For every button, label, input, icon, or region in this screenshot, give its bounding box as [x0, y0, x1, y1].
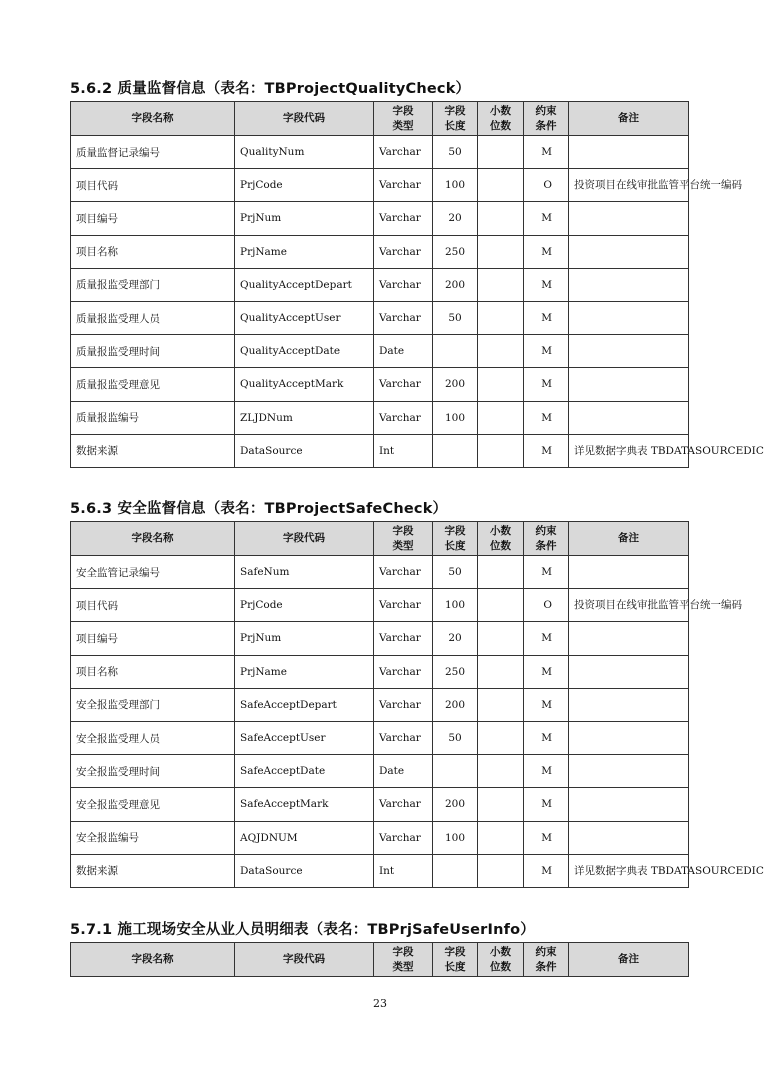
constraint-cell: M [524, 821, 569, 854]
field-name-cell: 项目编号 [71, 202, 235, 235]
table-row [71, 235, 689, 268]
header-field-code: 字段代码 [235, 102, 374, 136]
header-field-name: 字段名称 [71, 102, 235, 136]
remark-cell [569, 401, 689, 434]
decimal-places-cell [478, 268, 524, 301]
field-type-cell: Date [374, 335, 433, 368]
field-length-cell: 20 [433, 622, 478, 655]
remark-cell: 投资项目在线审批监管平台统一编码 [569, 589, 689, 622]
field-name-cell: 数据来源 [71, 434, 235, 467]
field-code-cell: SafeNum [235, 556, 374, 589]
remark-cell [569, 202, 689, 235]
decimal-places-cell [478, 235, 524, 268]
section-title-safe-user-info: 5.7.1 施工现场安全从业人员明细表（表名：TBPrjSafeUserInfo） [70, 922, 535, 938]
header-field-type: 字段 类型 [374, 102, 433, 136]
constraint-cell: M [524, 788, 569, 821]
field-code-cell: PrjCode [235, 589, 374, 622]
field-code-cell: QualityAcceptUser [235, 301, 374, 334]
header-decimal-places: 小数 位数 [478, 522, 524, 556]
field-code-cell: DataSource [235, 854, 374, 887]
field-length-cell [433, 434, 478, 467]
remark-cell: 详见数据字典表 TBDATASOURCEDIC [569, 434, 689, 467]
field-type-cell: Varchar [374, 655, 433, 688]
field-type-cell: Varchar [374, 721, 433, 754]
header-field-name: 字段名称 [71, 522, 235, 556]
constraint-cell: M [524, 434, 569, 467]
decimal-places-cell [478, 755, 524, 788]
field-code-cell: SafeAcceptMark [235, 788, 374, 821]
field-type-cell: Varchar [374, 821, 433, 854]
constraint-cell: M [524, 854, 569, 887]
remark-cell [569, 301, 689, 334]
remark-cell: 投资项目在线审批监管平台统一编码 [569, 169, 689, 202]
header-remark: 备注 [569, 943, 689, 977]
field-code-cell: ZLJDNum [235, 401, 374, 434]
decimal-places-cell [478, 202, 524, 235]
remark-cell [569, 788, 689, 821]
decimal-places-cell [478, 655, 524, 688]
constraint-cell: M [524, 335, 569, 368]
field-code-cell: PrjNum [235, 202, 374, 235]
decimal-places-cell [478, 335, 524, 368]
field-name-cell: 安全报监受理意见 [71, 788, 235, 821]
field-name-cell: 项目名称 [71, 655, 235, 688]
field-code-cell: AQJDNUM [235, 821, 374, 854]
constraint-cell: O [524, 169, 569, 202]
field-code-cell: PrjName [235, 235, 374, 268]
decimal-places-cell [478, 589, 524, 622]
field-code-cell: PrjName [235, 655, 374, 688]
constraint-cell: M [524, 368, 569, 401]
table-row [71, 589, 689, 622]
field-type-cell: Varchar [374, 268, 433, 301]
field-name-cell: 安全报监受理时间 [71, 755, 235, 788]
header-constraint: 约束 条件 [524, 522, 569, 556]
table-header-row [71, 943, 689, 977]
table-row [71, 268, 689, 301]
table-header-row [71, 522, 689, 556]
constraint-cell: M [524, 268, 569, 301]
header-decimal-places: 小数 位数 [478, 102, 524, 136]
field-type-cell: Varchar [374, 235, 433, 268]
field-name-cell: 项目代码 [71, 589, 235, 622]
constraint-cell: M [524, 655, 569, 688]
table-row [71, 556, 689, 589]
table-row [71, 688, 689, 721]
field-length-cell: 100 [433, 169, 478, 202]
remark-cell [569, 755, 689, 788]
header-field-code: 字段代码 [235, 943, 374, 977]
header-constraint: 约束 条件 [524, 102, 569, 136]
constraint-cell: M [524, 556, 569, 589]
table-row [71, 434, 689, 467]
field-type-cell: Varchar [374, 401, 433, 434]
constraint-cell: M [524, 721, 569, 754]
constraint-cell: M [524, 688, 569, 721]
decimal-places-cell [478, 136, 524, 169]
section-title-quality-check: 5.6.2 质量监督信息（表名：TBProjectQualityCheck） [70, 81, 471, 97]
field-length-cell: 20 [433, 202, 478, 235]
field-type-cell: Varchar [374, 688, 433, 721]
decimal-places-cell [478, 301, 524, 334]
field-type-cell: Varchar [374, 136, 433, 169]
table-row [71, 655, 689, 688]
header-field-length: 字段 长度 [433, 943, 478, 977]
field-code-cell: QualityAcceptMark [235, 368, 374, 401]
field-name-cell: 项目编号 [71, 622, 235, 655]
field-length-cell: 100 [433, 821, 478, 854]
table-header-row [71, 102, 689, 136]
field-length-cell: 50 [433, 136, 478, 169]
table-row [71, 401, 689, 434]
header-field-type: 字段 类型 [374, 943, 433, 977]
field-length-cell: 250 [433, 655, 478, 688]
table-row [71, 368, 689, 401]
decimal-places-cell [478, 556, 524, 589]
field-name-cell: 质量报监受理时间 [71, 335, 235, 368]
field-code-cell: QualityNum [235, 136, 374, 169]
field-name-cell: 质量报监编号 [71, 401, 235, 434]
table-row [71, 136, 689, 169]
table-row [71, 721, 689, 754]
decimal-places-cell [478, 788, 524, 821]
header-field-code: 字段代码 [235, 522, 374, 556]
field-type-cell: Int [374, 854, 433, 887]
decimal-places-cell [478, 854, 524, 887]
field-name-cell: 安全报监编号 [71, 821, 235, 854]
constraint-cell: M [524, 401, 569, 434]
quality-check-field-table [70, 101, 764, 468]
field-length-cell: 50 [433, 556, 478, 589]
decimal-places-cell [478, 622, 524, 655]
table-row [71, 854, 689, 887]
safe-check-field-table [70, 521, 764, 888]
header-constraint: 约束 条件 [524, 943, 569, 977]
field-type-cell: Varchar [374, 169, 433, 202]
header-remark: 备注 [569, 522, 689, 556]
remark-cell [569, 235, 689, 268]
safe-user-info-field-table [70, 942, 689, 977]
remark-cell [569, 622, 689, 655]
table-row [71, 202, 689, 235]
table-row [71, 755, 689, 788]
field-length-cell: 100 [433, 401, 478, 434]
field-type-cell: Date [374, 755, 433, 788]
field-length-cell: 50 [433, 301, 478, 334]
field-name-cell: 质量报监受理人员 [71, 301, 235, 334]
constraint-cell: M [524, 301, 569, 334]
table-row [71, 169, 689, 202]
remark-cell [569, 688, 689, 721]
field-name-cell: 项目名称 [71, 235, 235, 268]
remark-cell [569, 136, 689, 169]
field-name-cell: 质量报监受理部门 [71, 268, 235, 301]
decimal-places-cell [478, 401, 524, 434]
header-decimal-places: 小数 位数 [478, 943, 524, 977]
header-field-name: 字段名称 [71, 943, 235, 977]
table-row [71, 622, 689, 655]
field-code-cell: QualityAcceptDepart [235, 268, 374, 301]
field-type-cell: Int [374, 434, 433, 467]
field-length-cell: 200 [433, 788, 478, 821]
field-type-cell: Varchar [374, 556, 433, 589]
decimal-places-cell [478, 688, 524, 721]
field-code-cell: QualityAcceptDate [235, 335, 374, 368]
field-type-cell: Varchar [374, 589, 433, 622]
header-field-length: 字段 长度 [433, 102, 478, 136]
constraint-cell: M [524, 235, 569, 268]
remark-cell [569, 368, 689, 401]
remark-cell [569, 335, 689, 368]
decimal-places-cell [478, 721, 524, 754]
field-code-cell: PrjCode [235, 169, 374, 202]
field-name-cell: 数据来源 [71, 854, 235, 887]
constraint-cell: M [524, 622, 569, 655]
field-length-cell: 250 [433, 235, 478, 268]
header-field-type: 字段 类型 [374, 522, 433, 556]
constraint-cell: M [524, 755, 569, 788]
field-length-cell [433, 755, 478, 788]
field-name-cell: 项目代码 [71, 169, 235, 202]
field-name-cell: 质量报监受理意见 [71, 368, 235, 401]
remark-cell [569, 655, 689, 688]
field-code-cell: DataSource [235, 434, 374, 467]
field-length-cell: 100 [433, 589, 478, 622]
field-type-cell: Varchar [374, 788, 433, 821]
field-name-cell: 安全报监受理人员 [71, 721, 235, 754]
field-length-cell: 200 [433, 268, 478, 301]
field-name-cell: 安全报监受理部门 [71, 688, 235, 721]
field-length-cell: 200 [433, 368, 478, 401]
constraint-cell: M [524, 202, 569, 235]
table-row [71, 821, 689, 854]
remark-cell [569, 268, 689, 301]
field-length-cell: 200 [433, 688, 478, 721]
field-type-cell: Varchar [374, 202, 433, 235]
field-type-cell: Varchar [374, 622, 433, 655]
table-row [71, 335, 689, 368]
section-title-safe-check: 5.6.3 安全监督信息（表名：TBProjectSafeCheck） [70, 501, 448, 517]
header-field-length: 字段 长度 [433, 522, 478, 556]
field-code-cell: SafeAcceptDepart [235, 688, 374, 721]
decimal-places-cell [478, 821, 524, 854]
constraint-cell: O [524, 589, 569, 622]
field-length-cell [433, 854, 478, 887]
field-code-cell: SafeAcceptUser [235, 721, 374, 754]
table-row [71, 788, 689, 821]
decimal-places-cell [478, 368, 524, 401]
decimal-places-cell [478, 169, 524, 202]
constraint-cell: M [524, 136, 569, 169]
remark-cell [569, 721, 689, 754]
remark-cell [569, 556, 689, 589]
field-code-cell: SafeAcceptDate [235, 755, 374, 788]
field-name-cell: 质量监督记录编号 [71, 136, 235, 169]
field-length-cell: 50 [433, 721, 478, 754]
header-remark: 备注 [569, 102, 689, 136]
field-length-cell [433, 335, 478, 368]
field-type-cell: Varchar [374, 368, 433, 401]
page-number: 23 [373, 997, 387, 1010]
table-row [71, 301, 689, 334]
field-type-cell: Varchar [374, 301, 433, 334]
field-code-cell: PrjNum [235, 622, 374, 655]
remark-cell: 详见数据字典表 TBDATASOURCEDIC [569, 854, 689, 887]
field-name-cell: 安全监管记录编号 [71, 556, 235, 589]
decimal-places-cell [478, 434, 524, 467]
remark-cell [569, 821, 689, 854]
